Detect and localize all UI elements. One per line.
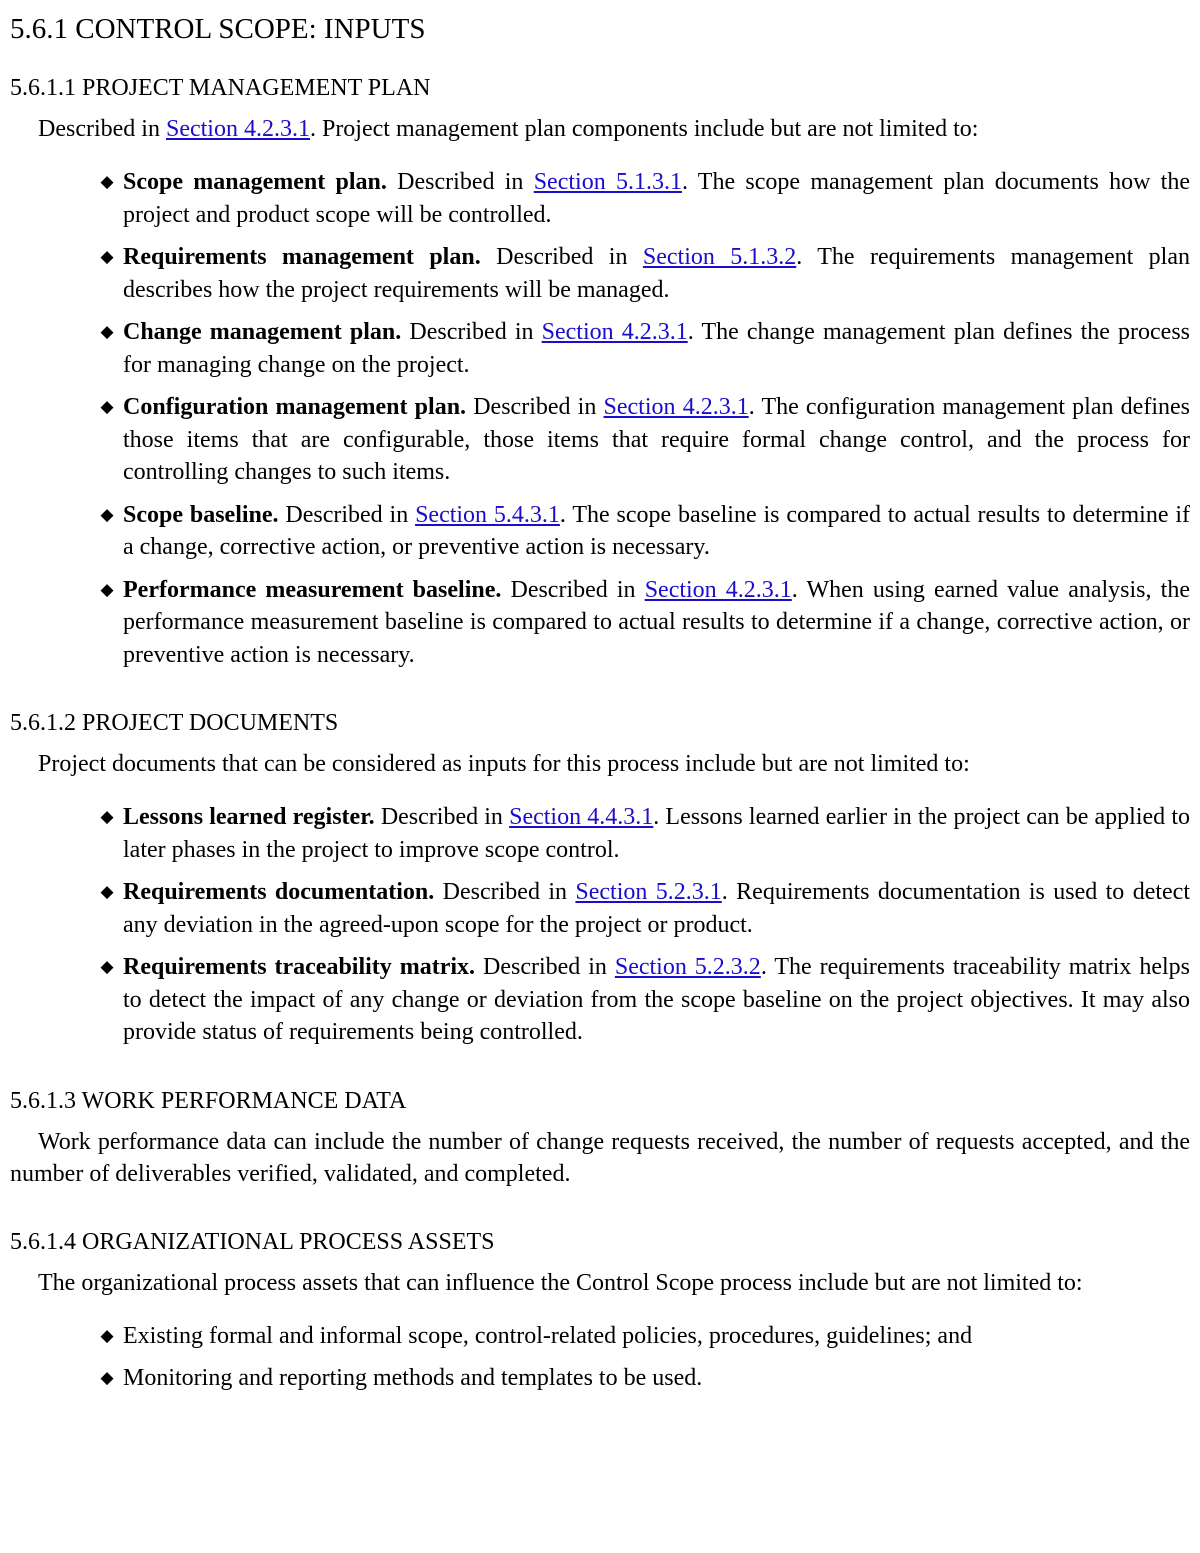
section-intro: The organizational process assets that can influence the Control Scope process include but are not limited to: [38,1269,1083,1296]
list-item: ◆ Requirements management plan. Described in Section 5.1.3.2. The requirements management plan describes how the project requirements will be managed. [123,241,1190,306]
section-link[interactable]: Section 4.2.3.1 [541,319,688,345]
list-item: ◆ Lessons learned register. Described in Section 4.4.3.1. Lessons learned earlier in the project can be applied to later phases in the project to improve scope control. [123,801,1190,866]
section-link[interactable]: Section 5.2.3.2 [614,954,761,980]
section-link[interactable]: Section 4.4.3.1 [509,804,654,830]
list-item: ◆ Performance measurement baseline. Described in Section 4.2.3.1. When using earned value analysis, the performance measurement baseline is compared to actual results to determine if a change, corrective action, or preventive action is necessary. [123,574,1190,672]
list-item: ◆ Requirements traceability matrix. Described in Section 5.2.3.2. The requirements traceability matrix helps to detect the impact of any change or deviation from the scope baseline on the project objectives. It may also provide status of requirements being controlled. [123,951,1190,1049]
section-intro: Work performance data can include the number of change requests received, the number of requests accepted, and the number of deliverables verified, validated, and completed. [10,1128,1190,1187]
diamond-bullet-icon: ◆ [100,1368,114,1387]
section-intro: Described in Section 4.2.3.1. Project management plan components include but are not limited to: [38,116,979,142]
section-link[interactable]: Section 4.2.3.1 [165,116,310,142]
diamond-bullet-icon: ◆ [100,1325,114,1345]
section-work-performance-data [10,1086,1190,1190]
bullet-list [10,801,1190,1049]
section-heading: 5.6.1.3 WORK PERFORMANCE DATA [10,1087,407,1114]
diamond-bullet-icon: ◆ [100,172,114,191]
section-heading: 5.6.1.2 PROJECT DOCUMENTS [10,710,339,736]
list-item: ◆ Scope baseline. Described in Section 5.4.3.1. The scope baseline is compared to actual results to determine if a change, corrective action, or preventive action is necessary. [123,499,1190,564]
bullet-list [10,166,1190,671]
section-link[interactable]: Section 5.1.3.1 [533,169,682,195]
section-intro: Project documents that can be considered as inputs for this process include but are not limited to: [38,751,970,777]
list-item: ◆ Configuration management plan. Described in Section 4.2.3.1. The configuration management plan defines those items that are configurable, those items that require formal change control, and the process for controlling changes to such items. [123,391,1190,489]
list-item: ◆ Change management plan. Described in Section 4.2.3.1. The change management plan defines the process for managing change on the project. [123,316,1190,381]
diamond-bullet-icon: ◆ [100,504,114,524]
section-heading: 5.6.1.4 ORGANIZATIONAL PROCESS ASSETS [10,1228,495,1255]
diamond-bullet-icon: ◆ [100,397,114,416]
diamond-bullet-icon: ◆ [100,247,114,266]
section-link[interactable]: Section 5.4.3.1 [415,501,560,528]
page-title: 5.6.1 CONTROL SCOPE: INPUTS [10,13,426,45]
section-link[interactable]: Section 4.2.3.1 [644,576,792,603]
list-item: ◆ Scope management plan. Described in Section 5.1.3.1. The scope management plan documents how the project and product scope will be controlled. [123,166,1190,231]
list-item: ◆ Requirements documentation. Described in Section 5.2.3.1. Requirements documentation is used to detect any deviation in the agreed-upon scope for the project or product. [123,876,1190,941]
diamond-bullet-icon: ◆ [100,882,114,901]
diamond-bullet-icon: ◆ [100,579,114,599]
diamond-bullet-icon: ◆ [100,807,114,826]
section-link[interactable]: Section 5.1.3.2 [642,244,797,270]
diamond-bullet-icon: ◆ [100,322,114,341]
section-project-management-plan [10,73,1190,671]
list-item: ◆ Monitoring and reporting methods and templates to be used. [123,1362,1190,1395]
section-link[interactable]: Section 5.2.3.1 [575,879,722,905]
section-heading: 5.6.1.1 PROJECT MANAGEMENT PLAN [10,75,431,101]
diamond-bullet-icon: ◆ [100,957,114,976]
section-project-documents [10,708,1190,1049]
section-link[interactable]: Section 4.2.3.1 [603,394,749,420]
list-item: ◆ Existing formal and informal scope, control-related policies, procedures, guidelines; and [123,1320,1190,1353]
bullet-list [10,1320,1190,1395]
section-organizational-process-assets [10,1227,1190,1395]
